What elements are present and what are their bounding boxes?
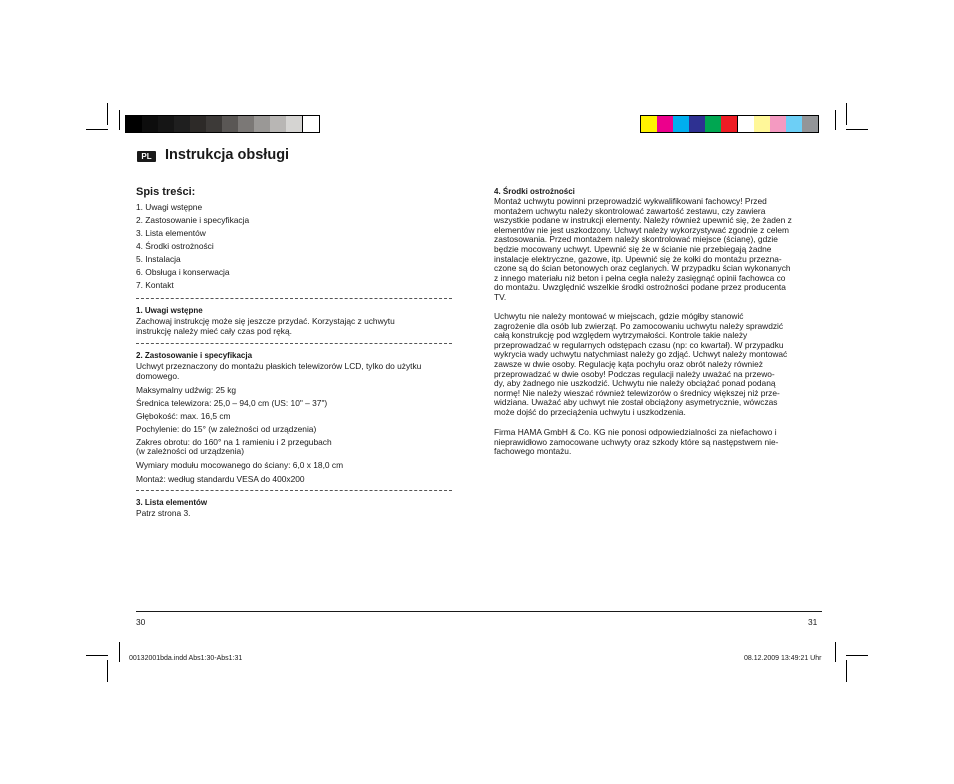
color-swatch xyxy=(302,116,319,132)
color-swatch xyxy=(206,116,222,132)
body-text: zastosowania. Przed montażem należy skontrolować miejsce (ścianę), gdzie xyxy=(494,234,778,245)
color-swatch xyxy=(689,116,705,132)
crop-mark xyxy=(107,103,108,125)
spec-item: Zakres obrotu: do 160° na 1 ramieniu i 2 przegubach xyxy=(136,437,332,447)
body-text: zagrożenie dla osób lub zwierząt. Po zamocowaniu uchwytu należy sprawdzić xyxy=(494,320,784,331)
body-text: zawsze w dwie osoby. Regulację kąta pochyłu oraz obrót należy również xyxy=(494,359,763,369)
page-number-right: 31 xyxy=(808,617,818,627)
spec-item: Głębokość: max. 16,5 cm xyxy=(136,411,231,421)
spec-item: Wymiary modułu mocowanego do ściany: 6,0 x 18,0 cm xyxy=(136,460,344,470)
color-swatch xyxy=(673,116,689,132)
color-swatch xyxy=(254,116,270,132)
body-text: Zachowaj instrukcję może się jeszcze przydać. Korzystając z uchwytu xyxy=(136,316,395,326)
crop-mark xyxy=(846,129,868,130)
color-swatch xyxy=(786,116,802,132)
body-text: domowego. xyxy=(136,371,180,381)
color-swatch xyxy=(705,116,721,132)
divider xyxy=(136,490,452,491)
body-text: instrukcję należy mieć cały czas pod ręką. xyxy=(136,326,292,336)
body-text: nieprawidłowo zamocowane uchwyty oraz szkody które są następstwem nie- xyxy=(494,436,779,447)
toc-heading: Spis treści: xyxy=(136,186,196,198)
color-swatch xyxy=(770,116,786,132)
divider xyxy=(136,298,452,299)
body-text: będzie mocowany uchwyt. Upewnić się że w ścianie nie przebiegają żadne xyxy=(494,244,772,254)
toc-item: 6. Obsługa i konserwacja xyxy=(136,267,230,277)
crop-mark xyxy=(119,110,120,130)
crop-mark xyxy=(107,660,108,682)
crop-mark xyxy=(846,655,868,656)
color-swatch xyxy=(238,116,254,132)
section-heading: 1. Uwagi wstępne xyxy=(136,306,203,315)
body-text: Firma HAMA GmbH & Co. KG nie ponosi odpowiedzialności za niefachowo i xyxy=(494,427,777,437)
body-text: wykrycia wady uchwytu natychmiast należy go zdjąć. Uchwyt należy montować xyxy=(494,349,788,360)
color-swatch xyxy=(158,116,174,132)
toc-item: 7. Kontakt xyxy=(136,280,174,290)
body-text: do montażu. Uwzględnić wszelkie środki ostrożności podane przez producenta xyxy=(494,282,786,293)
body-text: Montaż uchwytu powinni przeprowadzić wykwalifikowani fachowcy! Przed xyxy=(494,196,767,206)
color-swatch xyxy=(126,116,142,132)
spec-item: (w zależności od urządzenia) xyxy=(136,446,244,456)
language-badge: PL xyxy=(137,151,156,162)
color-swatch xyxy=(754,116,770,132)
color-swatch xyxy=(174,116,190,132)
divider xyxy=(136,343,452,344)
grayscale-color-bar xyxy=(125,115,320,133)
body-text: Patrz strona 3. xyxy=(136,508,191,518)
crop-mark xyxy=(835,642,836,662)
toc-item: 5. Instalacja xyxy=(136,254,181,264)
body-text: dy, aby żadnego nie uszkodzić. Uchwytu nie należy obciążać ponad podaną xyxy=(494,378,776,389)
color-swatch xyxy=(721,116,737,132)
footer-rule xyxy=(136,611,822,612)
body-text: widziana. Uważać aby uchwyt nie został obciążony asymetrycznie, wówczas xyxy=(494,397,778,408)
body-text: Uchwytu nie należy montować w miejscach, gdzie mógłby stanowić xyxy=(494,311,744,321)
color-swatch xyxy=(222,116,238,132)
color-swatch xyxy=(657,116,673,132)
color-swatch xyxy=(190,116,206,132)
color-swatch xyxy=(641,116,657,132)
slug-timestamp: 08.12.2009 13:49:21 Uhr xyxy=(744,655,822,662)
body-text: elementów nie jest uszkodzony. Uchwyt należy wykorzystywać zgodnie z celem xyxy=(494,224,789,235)
spec-item: Pochylenie: do 15° (w zależności od urządzenia) xyxy=(136,424,317,434)
body-text: przeprowadzać w dwie osoby! Podczas regulacji należy uważać na przewo- xyxy=(494,368,775,379)
crop-mark xyxy=(86,129,108,130)
slug-file-info: 00132001bda.indd Abs1:30-Abs1:31 xyxy=(129,655,243,662)
color-swatch xyxy=(142,116,158,132)
body-text: z innego materiału niż beton i pełna cegła należy zasięgnąć opinii fachowca co xyxy=(494,272,786,283)
toc-item: 4. Środki ostrożności xyxy=(136,241,214,251)
crop-mark xyxy=(86,655,108,656)
spec-item: Maksymalny udźwig: 25 kg xyxy=(136,385,237,395)
color-swatch xyxy=(286,116,302,132)
body-text: instalacje elektryczne, gazowe, itp. Upewnić się że kołki do montażu przezna- xyxy=(494,253,782,264)
body-text: całą konstrukcję pod względem wytrzymałości. Kontrole takie należy xyxy=(494,330,748,341)
spec-item: Średnica telewizora: 25,0 – 94,0 cm (US: 10" – 37") xyxy=(136,398,328,408)
body-text: fachowego montażu. xyxy=(494,446,572,457)
section-heading: 2. Zastosowanie i specyfikacja xyxy=(136,351,253,360)
crop-mark xyxy=(846,660,847,682)
spec-item: Montaż: według standardu VESA do 400x200 xyxy=(136,474,305,484)
crop-mark xyxy=(119,642,120,662)
color-swatch xyxy=(802,116,818,132)
body-text: Uchwyt przeznaczony do montażu płaskich telewizorów LCD, tylko do użytku xyxy=(136,361,422,371)
crop-mark xyxy=(846,103,847,125)
toc-item: 2. Zastosowanie i specyfikacja xyxy=(136,215,250,225)
page-number-left: 30 xyxy=(136,617,146,627)
body-text: montażem uchwytu należy skontrolować zawartość zestawu, czy zawiera xyxy=(494,205,766,216)
color-swatch xyxy=(737,116,754,132)
body-text: czone są do ścian betonowych oraz ceglanych. W przypadku ścian wykonanych xyxy=(494,263,791,274)
color-swatch xyxy=(270,116,286,132)
toc-item: 3. Lista elementów xyxy=(136,228,206,238)
section-heading: 3. Lista elementów xyxy=(136,498,208,507)
body-text: przeprowadzać w regularnych odstępach czasu (np: co kwartał). W przypadku xyxy=(494,339,784,350)
body-text: TV. xyxy=(494,292,507,302)
crop-mark xyxy=(835,110,836,130)
page-title: Instrukcja obsługi xyxy=(165,147,290,163)
body-text: normę! Nie należy wieszać również telewizorów o średnicy większej niż prze- xyxy=(494,387,780,398)
body-text: wszystkie podane w instrukcji elementy. Należy również upewnić się, że żaden z xyxy=(494,215,792,226)
body-text: może dojść do przeciążenia uchwytu i uszkodzenia. xyxy=(494,407,686,417)
toc-item: 1. Uwagi wstępne xyxy=(136,202,203,212)
section-heading: 4. Środki ostrożności xyxy=(494,187,575,196)
cmyk-color-bar xyxy=(640,115,819,133)
